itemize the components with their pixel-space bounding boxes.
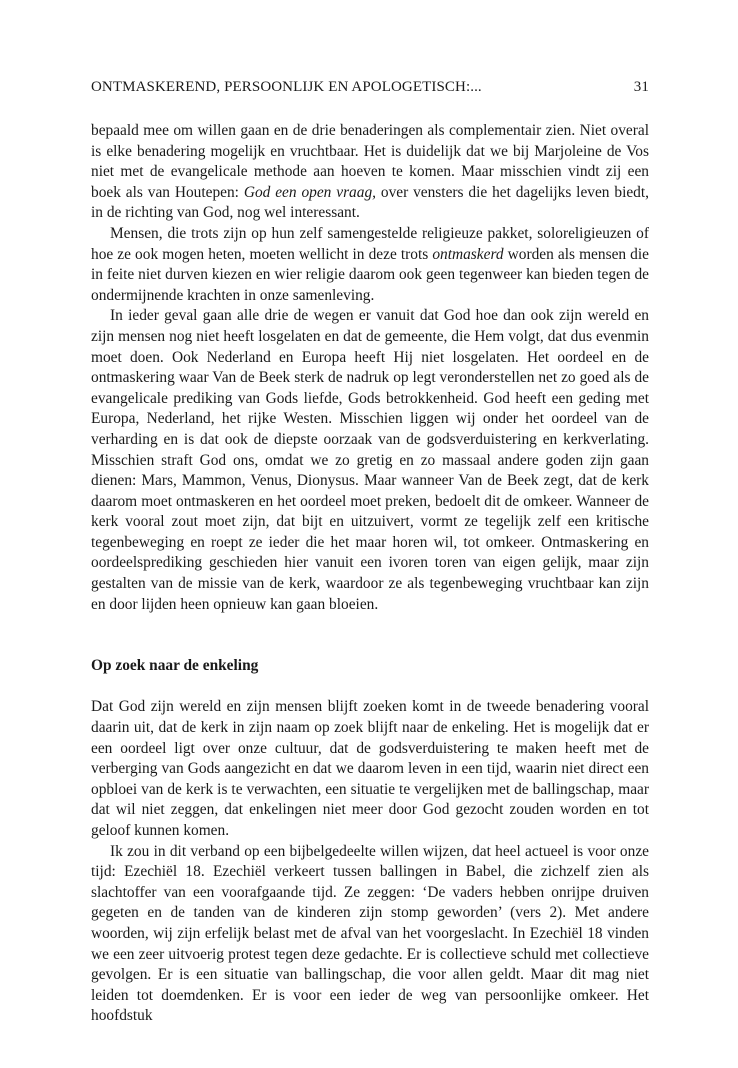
paragraph-4: Dat God zijn wereld en zijn mensen blijft zoeken komt in de tweede benadering vooral daarin uit, dat de kerk in zijn naam op zoek blijft naar de enkeling. Het is mogelijk dat er een oordeel ligt over onze cultuur, dat de godsverduistering te maken heeft met de verberging van Gods aangezicht en dat we daarom leven in een tijd, waarin niet direct een opbloei van de kerk is te verwachten, een situatie te vergelijken met de ballingschap, maar dat wil niet zeggen, dat enkelingen niet meer door God gezocht zouden worden en tot geloof kunnen komen.: [91, 698, 649, 839]
book-title-italic: God een open vraag,: [243, 183, 376, 201]
paragraph-2-text-b: worden als mensen die in feite niet durven kiezen en wier religie daarom ook geen tegenweer kan bieden tegen de ondermijnende krachten in onze samenleving.: [91, 245, 649, 304]
page-number: 31: [633, 79, 649, 95]
running-title: ONTMASKEREND, PERSOONLIJK EN APOLOGETISCH:...: [91, 79, 482, 95]
section-heading: Op zoek naar de enkeling: [91, 657, 259, 675]
running-header: [91, 79, 649, 99]
paragraph-3: In ieder geval gaan alle drie de wegen er vanuit dat God hoe dan ook zijn wereld en zijn mensen nog niet heeft losgelaten en dat de gemeente, die Hem volgt, dat dus evenmin moet doen. Ook Nederland en Europa heeft Hij niet losgelaten. Het oordeel en de ontmaskering waar Van de Beek sterk de nadruk op legt veronderstellen net zo goed als de evangelicale prediking van Gods liefde, Gods betrokkenheid. God heeft een geding met Europa, Nederland, het rijke Westen. Misschien liggen wij onder het oordeel van de verharding en is dat ook de diepste oorzaak van de godsverduistering en kerkverlating. Misschien straft God ons, omdat we zo gretig en zo massaal andere goden zijn gaan dienen: Mars, Mammon, Venus, Dionysus. Maar wanneer Van de Beek zegt, dat de kerk daarom moet ontmaskeren en het oordeel moet preken, bedoelt dit de omkeer. Wanneer de kerk vooral zout moet zijn, dat bijt en uitzuivert, vormt ze tegelijk zelf een kritische tegenbeweging en roept ze ieder die het maar horen wil, tot omkeer. Ontmaskering en oordeelsprediking geschieden hier vanuit een ivoren toren van eigen gelijk, maar zijn gestalten van de missie van de kerk, waardoor ze als tegenbeweging vruchtbaar kan zijn en door lijden heen opnieuw kan gaan bloeien.: [91, 307, 649, 613]
paragraph-1: [91, 121, 649, 224]
paragraph-5: Ik zou in dit verband op een bijbelgedeelte willen wijzen, dat heel actueel is voor onze tijd: Ezechiël 18. Ezechiël verkeert tussen ballingen in Babel, die zichzelf zien als slachtoffer van een voorafgaande tijd. Ze zeggen: ‘De vaders hebben onrijpe druiven gegeten en de tanden van de kinderen zijn stomp geworden’ (vers 2). Met andere woorden, wij zijn erfelijk belast met de afval van het voorgeslacht. In Ezechiël 18 vinden we een zeer uitvoerig protest tegen deze gedachte. Er is collectieve schuld met collectieve gevolgen. Er is een situatie van ballingschap, die voor allen geldt. Maar dit mag niet leiden tot doemdenken. Er is voor een ieder de weg van persoonlijke omkeer. Het hoofdstuk: [91, 842, 649, 1025]
emphasis-ontmaskerd: ontmaskerd: [432, 245, 504, 263]
paragraph-1-text-b: over vensters die het dagelijks leven biedt, in de richting van God, nog wel interessant.: [91, 183, 649, 222]
paragraph-2-text-a: Mensen, die trots zijn op hun zelf samengestelde religieuze pakket, soloreligieuzen of hoe ze ook mogen heten, moeten wellicht in deze trots: [91, 224, 649, 263]
body-text: [91, 121, 649, 1027]
paragraph-2: [91, 224, 649, 306]
paragraph-1-text-a: bepaald mee om willen gaan en de drie benaderingen als complementair zien. Niet overal is elke benadering mogelijk en vruchtbaar. Het is duidelijk dat we bij Marjoleine de Vos niet met de evangelicale methode aan hoeven te komen. Maar misschien vindt zij een boek als van Houtepen:: [91, 122, 649, 201]
